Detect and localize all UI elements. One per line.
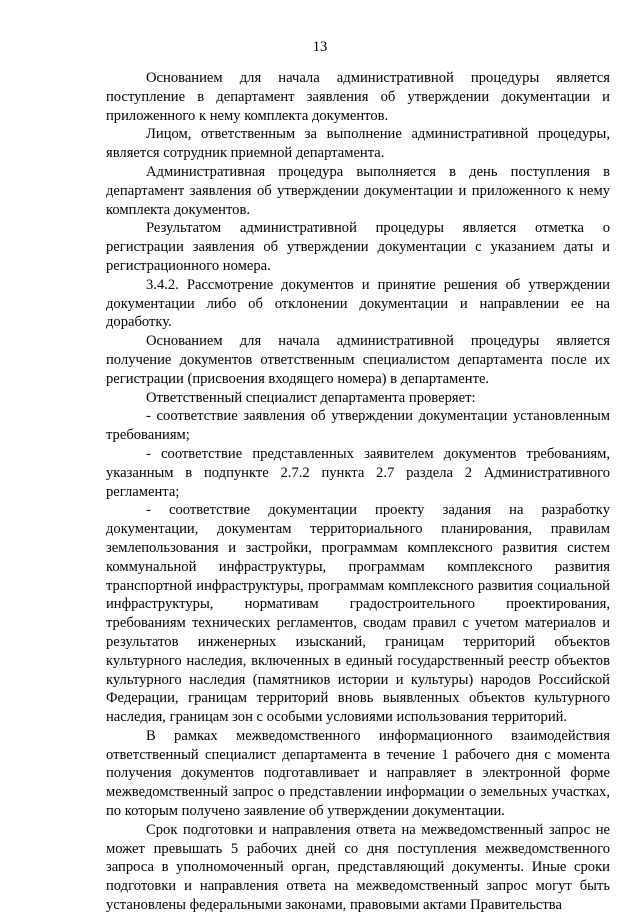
paragraph-basis-for-start: Основанием для начала административной процедуры является поступление в департамент заявления об утверждении документации и приложенного к нему комплекта документов. xyxy=(106,70,610,124)
paragraph-specialist-checks: Ответственный специалист департамента проверяет: xyxy=(146,389,476,406)
list-item-application-compliance: - соответствие заявления об утверждении документации установленным требованиям; xyxy=(106,408,610,444)
paragraph-procedure-timing: Административная процедура выполняется в день поступления в департамент заявления об утверждении документации и приложенного к нему комплекта документов. xyxy=(106,163,610,218)
page-number: 13 xyxy=(312,39,328,55)
paragraph-responsible-person: Лицом, ответственным за выполнение административной процедуры, является сотрудник приемной департамента. xyxy=(106,126,610,162)
list-item-documents-compliance: - соответствие представленных заявителем документов требованиям, указанным в подпункте 2.7.2 пункта 2.7 раздела 2 Административного регламента; xyxy=(106,445,610,500)
list-item-documentation-compliance: - соответствие документации проекту задания на разработку документации, документам территориального планирования, правилам землепользования и застройки, программам комплексного развития систем коммунальной инфраструктуры, программам комплексного развития транспортной инфраструктуры, программам комплексного развития социальной инфраструктуры, нормативам градостроительного проектирования, требованиям технических регламентов, сводам правил с учетом материалов и результатов инженерных изысканий, границам территорий объектов культурного наследия, включенных в единый государственный реестр объектов культурного наследия (памятников истории и культуры) народов Российской Федерации, границам территорий вновь выявленных объектов культурного наследия, границам зон с особыми условиями использования территорий. xyxy=(106,502,610,726)
paragraph-interagency-interaction: В рамках межведомственного информационного взаимодействия ответственный специалист департамента в течение 1 рабочего дня с момента получения документов подготавливает и направляет в электронной форме межведомственный запрос о представлении информации о земельных участках, по которым получено заявление об утверждении документации. xyxy=(106,727,610,820)
paragraph-basis-for-review: Основанием для начала административной процедуры является получение документов ответственным специалистом департамента после их регистрации (присвоения входящего номера) в департаменте. xyxy=(106,333,610,387)
paragraph-response-deadline: Срок подготовки и направления ответа на межведомственный запрос не может превышать 5 рабочих дней со дня поступления межведомственного запроса в уполномоченный орган, представляющий документы. Иные сроки подготовки и направления ответа на межведомственный запрос могут быть установлены федеральными законами, правовыми актами Правительства xyxy=(106,821,610,914)
paragraph-procedure-result: Результатом административной процедуры является отметка о регистрации заявления об утверждении документации с указанием даты и регистрационного номера. xyxy=(106,220,610,274)
body-text xyxy=(106,69,610,915)
paragraph-section-3-4-2: 3.4.2. Рассмотрение документов и принятие решения об утверждении документации либо об отклонении документации и направлении ее на доработку. xyxy=(106,276,610,331)
